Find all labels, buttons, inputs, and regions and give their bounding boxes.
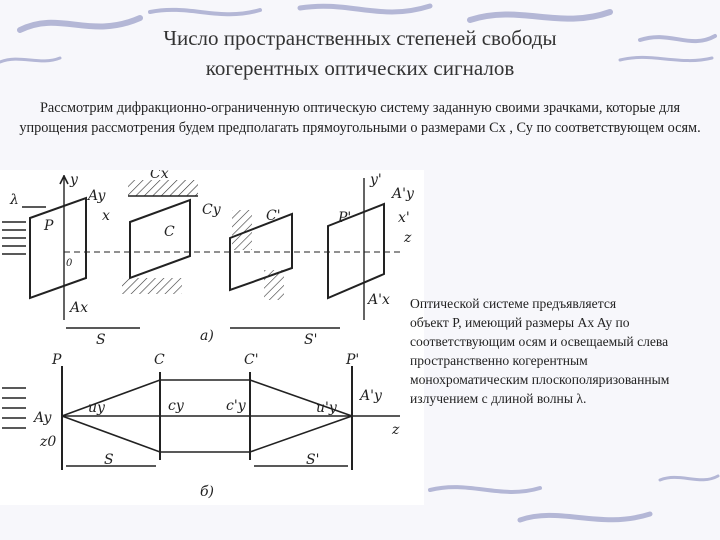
label-b-uy: uy	[88, 400, 105, 416]
entrance-pupil	[130, 200, 190, 278]
label-z: z	[404, 230, 412, 246]
label-Ax: Ax	[70, 300, 89, 316]
label-Cx: Cx	[150, 170, 169, 182]
label-Ay-prime: A'y	[392, 186, 414, 202]
label-b-uy-prime: u'y	[316, 400, 337, 416]
label-b-P-prime: P'	[346, 352, 360, 368]
label-b-Ay: Ay	[34, 410, 52, 426]
object-plane	[30, 198, 86, 298]
label-Cy: Cy	[202, 202, 221, 218]
slide-title-line-1: Число пространственных степеней свободы	[163, 26, 557, 50]
label-Ax-prime: A'x	[368, 292, 390, 308]
label-b-C-prime: C'	[244, 352, 259, 368]
label-P-prime: P'	[338, 210, 352, 226]
intro-paragraph: Рассмотрим дифракционно-ограниченную оптическую систему заданную своими зрачками, которые для упрощения рассмотрения будем предполагать прямоугольными о размерами Сх , Су по соответствующем осям.	[19, 100, 701, 136]
incoming-rays-b	[2, 388, 26, 428]
label-b-S-prime: S'	[306, 452, 320, 468]
label-x-prime: x'	[398, 210, 410, 226]
label-Ay: Ay	[88, 188, 106, 204]
label-y-prime: y'	[370, 172, 382, 188]
label-b-C: C	[154, 352, 165, 368]
label-b-Ay-prime: A'y	[360, 388, 382, 404]
label-x: x	[102, 208, 110, 224]
caption-a: a)	[200, 328, 214, 344]
label-C: C	[164, 224, 175, 240]
label-origin: 0	[66, 258, 73, 269]
label-C-prime: C'	[266, 208, 281, 224]
label-y: y	[70, 172, 78, 188]
label-b-S: S	[104, 452, 114, 468]
side-description: Оптической системе предъявляется объект P, имеющий размеры Ax Ay по соответствующим осям и освещаемый слева пространственно когерентным монохроматическим плоскополяризованным излучением с длиной волны λ.	[410, 296, 670, 406]
label-b-cy-prime: c'y	[226, 398, 246, 414]
image-plane	[328, 204, 384, 298]
label-lambda: λ	[10, 192, 19, 208]
diagram-svg	[0, 170, 424, 505]
caption-b: б)	[200, 484, 215, 500]
label-b-P: P	[52, 352, 62, 368]
optical-system-diagram	[0, 170, 424, 505]
slide-title-line-2: когерентных оптических сигналов	[205, 56, 515, 80]
label-S: S	[96, 332, 106, 348]
label-b-z: z	[392, 422, 400, 438]
label-b-z0: z0	[40, 434, 57, 450]
label-P: P	[44, 218, 54, 234]
label-b-cy: cy	[168, 398, 184, 414]
label-S-prime: S'	[304, 332, 318, 348]
